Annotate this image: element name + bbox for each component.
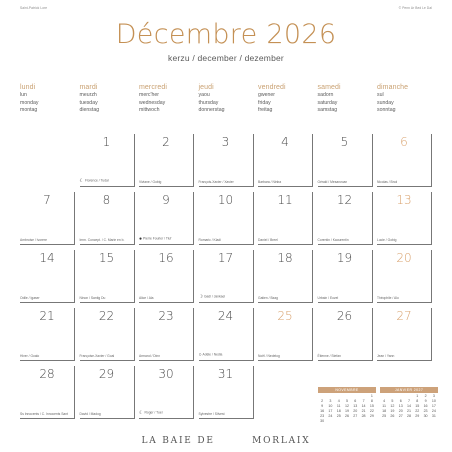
saint-label: Alice / Ala bbox=[139, 296, 154, 300]
mini-calendar-day: 26 bbox=[344, 414, 349, 418]
mini-calendar-day: 11 bbox=[336, 404, 341, 408]
saint-name bbox=[80, 354, 115, 358]
day-cell[interactable] bbox=[20, 366, 75, 419]
saint-label: Florence / Tudal bbox=[84, 178, 109, 183]
mini-calendar-day: 28 bbox=[361, 414, 366, 418]
weekday-label-br: merc'her bbox=[139, 91, 160, 98]
mini-calendar-day: 26 bbox=[390, 414, 395, 418]
mini-calendar-day: 13 bbox=[398, 404, 403, 408]
day-number: 10 bbox=[217, 193, 234, 207]
saint-label: Nicolas / Bnol bbox=[377, 180, 398, 184]
mini-calendar-day: 1 bbox=[416, 394, 419, 398]
day-cell[interactable] bbox=[199, 308, 254, 361]
mini-calendar-day: 11 bbox=[382, 404, 386, 408]
day-cell[interactable] bbox=[80, 134, 135, 187]
saint-name bbox=[258, 180, 281, 184]
weekday-label-fr: mardi bbox=[79, 84, 98, 91]
day-cell[interactable] bbox=[20, 250, 75, 303]
day-cell[interactable] bbox=[20, 308, 75, 361]
day-number: 18 bbox=[277, 251, 293, 265]
moon-phase-icon: ● bbox=[139, 236, 143, 242]
weekday-label-fr: mercredi bbox=[139, 84, 168, 91]
weekday-header bbox=[318, 84, 376, 115]
mini-calendar-day: 8 bbox=[416, 399, 419, 403]
day-number: 15 bbox=[98, 251, 115, 265]
mini-calendar-day: 24 bbox=[431, 409, 436, 413]
saint-name bbox=[20, 412, 68, 416]
day-number: 4 bbox=[281, 135, 289, 149]
weekday-label-en: saturday bbox=[317, 99, 338, 106]
mini-calendar-day: 22 bbox=[415, 409, 420, 413]
weekday-label-en: wednesday bbox=[139, 99, 166, 106]
mini-calendar-day: 27 bbox=[398, 414, 403, 418]
mini-calendar-day: 15 bbox=[369, 404, 374, 408]
footer-brand bbox=[0, 436, 452, 446]
mini-calendar-day: 12 bbox=[344, 404, 349, 408]
mini-calendar-day: 17 bbox=[328, 409, 333, 413]
mini-calendar-day: 6 bbox=[399, 399, 402, 403]
saint-label: Gatien / Bzag bbox=[258, 296, 278, 300]
day-number: 26 bbox=[336, 309, 353, 323]
day-cell[interactable] bbox=[80, 366, 135, 419]
saint-name bbox=[20, 354, 39, 358]
mini-calendar-grid bbox=[380, 394, 438, 419]
mini-calendar-day: 14 bbox=[361, 404, 366, 408]
saint-name bbox=[199, 294, 226, 300]
weekday-label-de: dienstag bbox=[79, 107, 100, 114]
mini-calendar bbox=[318, 387, 376, 424]
saint-label: Gaël / Jankael bbox=[203, 294, 226, 299]
mini-calendar-day: 24 bbox=[328, 414, 333, 418]
saint-name bbox=[318, 354, 341, 358]
day-cell[interactable] bbox=[80, 250, 135, 303]
day-number: 7 bbox=[43, 193, 51, 207]
page-title: Décembre 2026 bbox=[115, 19, 337, 50]
weekday-label-de: montag bbox=[20, 107, 38, 114]
mini-calendar-day: 29 bbox=[369, 414, 374, 418]
day-number: 5 bbox=[340, 135, 349, 149]
weekday-label-fr: lundi bbox=[20, 84, 36, 91]
day-cell[interactable] bbox=[377, 134, 432, 187]
saint-name bbox=[377, 354, 394, 358]
mini-calendar-day: 13 bbox=[353, 404, 358, 408]
mini-calendar-day: 7 bbox=[407, 399, 410, 403]
mini-calendar-grid bbox=[318, 394, 376, 424]
mini-calendar-day: 30 bbox=[320, 419, 325, 423]
weekday-label-en: friday bbox=[258, 99, 271, 106]
day-number: 28 bbox=[39, 367, 55, 381]
saint-label: Lucie / Gobig bbox=[377, 238, 397, 242]
day-number: 9 bbox=[162, 193, 170, 207]
mini-calendar-day: 2 bbox=[424, 394, 427, 398]
day-cell[interactable] bbox=[318, 308, 373, 361]
mini-calendar-title: JANVIER 2027 bbox=[380, 387, 438, 393]
mini-calendar-day: 4 bbox=[337, 399, 340, 403]
mini-calendar-day: 9 bbox=[321, 404, 324, 408]
mini-calendar-day: 21 bbox=[361, 409, 366, 413]
weekday-label-fr: jeudi bbox=[198, 84, 214, 91]
day-number: 27 bbox=[396, 309, 412, 323]
mini-calendar-day: 1 bbox=[370, 394, 373, 398]
day-number: 11 bbox=[277, 193, 293, 207]
mini-calendar-day: 21 bbox=[406, 409, 411, 413]
saint-name bbox=[80, 412, 101, 416]
saint-label: Théophile / Alo bbox=[377, 296, 399, 300]
day-cell[interactable] bbox=[258, 192, 313, 245]
day-cell[interactable] bbox=[199, 250, 254, 303]
mini-calendar-day: 15 bbox=[415, 404, 420, 408]
mini-calendar-day: 7 bbox=[362, 399, 365, 403]
weekday-label-br: yaou bbox=[198, 91, 210, 98]
day-number: 30 bbox=[158, 367, 174, 381]
saint-label: Jean / Yann bbox=[377, 354, 395, 358]
weekday-label-de: freitag bbox=[258, 107, 273, 114]
saint-label: Odile / Igaser bbox=[20, 296, 40, 300]
day-cell[interactable] bbox=[80, 308, 135, 361]
day-number: 16 bbox=[158, 251, 174, 265]
mini-calendar-day: 5 bbox=[345, 399, 348, 403]
day-number: 6 bbox=[400, 135, 408, 149]
weekday-header bbox=[20, 84, 78, 115]
weekday-label-de: samstag bbox=[317, 107, 338, 114]
day-number: 24 bbox=[217, 309, 234, 323]
day-number: 17 bbox=[217, 251, 234, 265]
day-cell[interactable] bbox=[139, 192, 194, 245]
mini-calendar-day: 30 bbox=[423, 414, 428, 418]
weekday-label-en: thursday bbox=[198, 99, 219, 106]
mini-calendar-day bbox=[351, 419, 359, 424]
weekday-label-fr: dimanche bbox=[377, 84, 409, 91]
mini-calendar-day: 8 bbox=[370, 399, 373, 403]
day-cell[interactable] bbox=[199, 134, 254, 187]
mini-calendar-day: 3 bbox=[329, 399, 332, 403]
saint-name bbox=[139, 354, 160, 358]
day-cell[interactable] bbox=[199, 192, 254, 245]
weekday-header bbox=[377, 84, 435, 115]
day-cell[interactable] bbox=[80, 192, 135, 245]
saint-name bbox=[139, 180, 161, 184]
saint-name bbox=[20, 296, 40, 300]
weekday-label-de: mittwoch bbox=[139, 107, 160, 114]
saint-name bbox=[199, 352, 223, 358]
mini-calendar-day: 17 bbox=[431, 404, 436, 408]
weekday-label-de: sonntag bbox=[377, 107, 396, 114]
day-cell[interactable] bbox=[318, 134, 373, 187]
mini-calendar-day: 10 bbox=[431, 399, 436, 403]
weekday-label-br: gwener bbox=[258, 91, 276, 98]
saint-label: Viviane / Gobig bbox=[139, 180, 162, 184]
saint-name bbox=[139, 410, 162, 416]
corner-caption-right: © Penn Ar Bed Le Dal bbox=[398, 6, 432, 10]
weekday-label-br: lun bbox=[20, 91, 27, 98]
mini-calendar-day bbox=[343, 419, 351, 424]
day-cell[interactable] bbox=[139, 366, 194, 419]
day-number: 31 bbox=[217, 367, 234, 381]
mini-calendar-day: 6 bbox=[354, 399, 357, 403]
saint-name bbox=[20, 238, 47, 242]
saint-label: Ss Innocents / C. Innocents Sant bbox=[20, 412, 69, 416]
weekday-label-fr: vendredi bbox=[258, 84, 286, 91]
mini-calendar-day: 25 bbox=[336, 414, 341, 418]
saint-name bbox=[199, 180, 234, 184]
day-cell[interactable] bbox=[139, 250, 194, 303]
saint-name bbox=[139, 296, 153, 300]
weekday-header bbox=[258, 84, 316, 115]
mini-calendar-day: 20 bbox=[353, 409, 358, 413]
saint-label: Adèle / Nedia bbox=[202, 352, 223, 357]
saint-name bbox=[80, 296, 106, 300]
day-number: 2 bbox=[162, 135, 170, 149]
saint-name bbox=[318, 296, 339, 300]
mini-calendar-day: 2 bbox=[321, 399, 324, 403]
saint-label: Ambroise / Ivorere bbox=[20, 238, 47, 242]
weekday-label-br: sadorn bbox=[317, 91, 334, 98]
page-subtitle: kerzu / december / dezember bbox=[168, 53, 284, 63]
mini-calendar-day: 3 bbox=[432, 394, 435, 398]
mini-calendar-day bbox=[359, 419, 367, 424]
mini-calendar-day: 25 bbox=[382, 414, 387, 418]
day-cell[interactable] bbox=[377, 250, 432, 303]
mini-calendar-day: 10 bbox=[328, 404, 333, 408]
corner-caption-left: Saint-Patrick Lore bbox=[20, 6, 48, 10]
saint-label: David / Madog bbox=[79, 412, 101, 416]
saint-label: Imm. Concept. / C. Marie en b. bbox=[79, 238, 125, 242]
day-cell[interactable] bbox=[139, 134, 194, 187]
moon-phase-icon: ☽ bbox=[198, 294, 203, 300]
saint-label: Ninon / Santig Du bbox=[79, 296, 106, 300]
saint-label: Gérald / Mesanvoan bbox=[317, 180, 348, 184]
mini-calendar-day: 19 bbox=[344, 409, 349, 413]
saint-name bbox=[258, 354, 280, 358]
mini-calendar-day bbox=[335, 419, 343, 424]
saint-name bbox=[199, 238, 221, 242]
day-number: 12 bbox=[336, 193, 353, 207]
weekday-label-br: sul bbox=[377, 91, 384, 98]
day-cell[interactable] bbox=[258, 134, 313, 187]
mini-calendar-day: 4 bbox=[383, 399, 386, 403]
day-number: 21 bbox=[39, 309, 55, 323]
day-cell[interactable] bbox=[258, 250, 313, 303]
saint-name bbox=[377, 180, 397, 184]
mini-calendar-day: 5 bbox=[391, 399, 394, 403]
mini-calendar-day: 18 bbox=[336, 409, 341, 413]
weekday-label-en: sunday bbox=[377, 99, 394, 106]
day-number: 20 bbox=[396, 251, 412, 265]
day-number: 29 bbox=[98, 367, 115, 381]
day-cell[interactable] bbox=[318, 192, 373, 245]
saint-name bbox=[258, 296, 278, 300]
weekday-header bbox=[199, 84, 257, 115]
saint-name bbox=[318, 180, 348, 184]
day-number: 25 bbox=[277, 309, 293, 323]
saint-label: Corentin / Kaourentin bbox=[317, 238, 349, 242]
saint-label: Romaric / Kladi bbox=[198, 238, 221, 242]
weekday-label-de: donnerstag bbox=[198, 107, 225, 114]
saint-name bbox=[318, 238, 349, 242]
day-number: 19 bbox=[336, 251, 353, 265]
mini-calendar-day bbox=[368, 419, 376, 424]
mini-calendar-day: 27 bbox=[353, 414, 358, 418]
footer-brand-right: MORLAIX bbox=[252, 436, 311, 446]
mini-calendar-day: 31 bbox=[431, 414, 436, 418]
mini-calendar-day: 28 bbox=[406, 414, 411, 418]
saint-label: Barbara / Ninba bbox=[258, 180, 282, 184]
footer-brand-left: LA BAIE DE bbox=[141, 436, 215, 446]
weekday-header bbox=[80, 84, 138, 115]
saint-label: Armand / Dinn bbox=[139, 354, 161, 358]
mini-calendar-day: 9 bbox=[424, 399, 427, 403]
mini-calendar-title: NOVEMBRE bbox=[318, 387, 376, 393]
saint-label: Urbain / Eozel bbox=[317, 296, 339, 300]
day-number: 23 bbox=[158, 309, 174, 323]
moon-phase-icon: ☾ bbox=[139, 410, 144, 416]
day-cell[interactable] bbox=[139, 308, 194, 361]
saint-name bbox=[377, 238, 396, 242]
saint-label: Roger / Tuel bbox=[144, 410, 163, 415]
day-number: 8 bbox=[102, 193, 111, 207]
mini-calendar-day: 22 bbox=[369, 409, 374, 413]
mini-calendar-day bbox=[326, 419, 334, 424]
saint-name bbox=[139, 236, 171, 242]
saint-name bbox=[80, 178, 109, 184]
saint-label: Sylvestre / Silvest bbox=[198, 412, 225, 416]
day-number: 1 bbox=[102, 135, 111, 149]
moon-phase-icon: ☾ bbox=[79, 178, 84, 184]
day-cell[interactable] bbox=[258, 308, 313, 361]
saint-label: Étienne / Stefan bbox=[317, 354, 341, 358]
day-cell[interactable] bbox=[377, 308, 432, 361]
mini-calendar-day: 29 bbox=[415, 414, 420, 418]
saint-label: Pierre Fourier / Tiuf bbox=[143, 236, 172, 241]
saint-label: Noël / Nedelog bbox=[258, 354, 280, 358]
day-number: 22 bbox=[98, 309, 115, 323]
day-cell[interactable] bbox=[20, 192, 75, 245]
day-number: 3 bbox=[221, 135, 230, 149]
saint-label: Françoise-Xavier / Goal bbox=[79, 354, 115, 358]
mini-calendar-day: 20 bbox=[398, 409, 403, 413]
saint-name bbox=[377, 296, 399, 300]
day-number: 14 bbox=[39, 251, 55, 265]
moon-phase-icon: ○ bbox=[198, 352, 202, 358]
mini-calendar-day: 14 bbox=[406, 404, 411, 408]
mini-calendar-day: 16 bbox=[423, 404, 428, 408]
saint-name bbox=[199, 412, 225, 416]
day-cell[interactable] bbox=[318, 250, 373, 303]
day-cell[interactable] bbox=[199, 366, 254, 419]
weekday-label-br: meurzh bbox=[79, 91, 97, 98]
saint-name bbox=[258, 238, 278, 242]
weekday-label-en: tuesday bbox=[79, 99, 98, 106]
saint-label: Hiver / Goalo bbox=[20, 354, 40, 358]
mini-calendar-day: 23 bbox=[423, 409, 428, 413]
day-number: 13 bbox=[396, 193, 412, 207]
mini-calendar-day: 18 bbox=[382, 409, 387, 413]
weekday-label-en: monday bbox=[20, 99, 39, 106]
weekday-label-fr: samedi bbox=[317, 84, 341, 91]
saint-label: François-Xavier / Xavier bbox=[198, 180, 234, 184]
mini-calendar-day: 16 bbox=[320, 409, 325, 413]
saint-name bbox=[80, 238, 125, 242]
day-cell[interactable] bbox=[377, 192, 432, 245]
mini-calendar bbox=[380, 387, 438, 419]
mini-calendar-day: 23 bbox=[320, 414, 325, 418]
mini-calendar-day: 19 bbox=[390, 409, 395, 413]
mini-calendar-day: 12 bbox=[390, 404, 395, 408]
saint-label: Daniel / Breel bbox=[258, 238, 278, 242]
weekday-header bbox=[139, 84, 197, 115]
